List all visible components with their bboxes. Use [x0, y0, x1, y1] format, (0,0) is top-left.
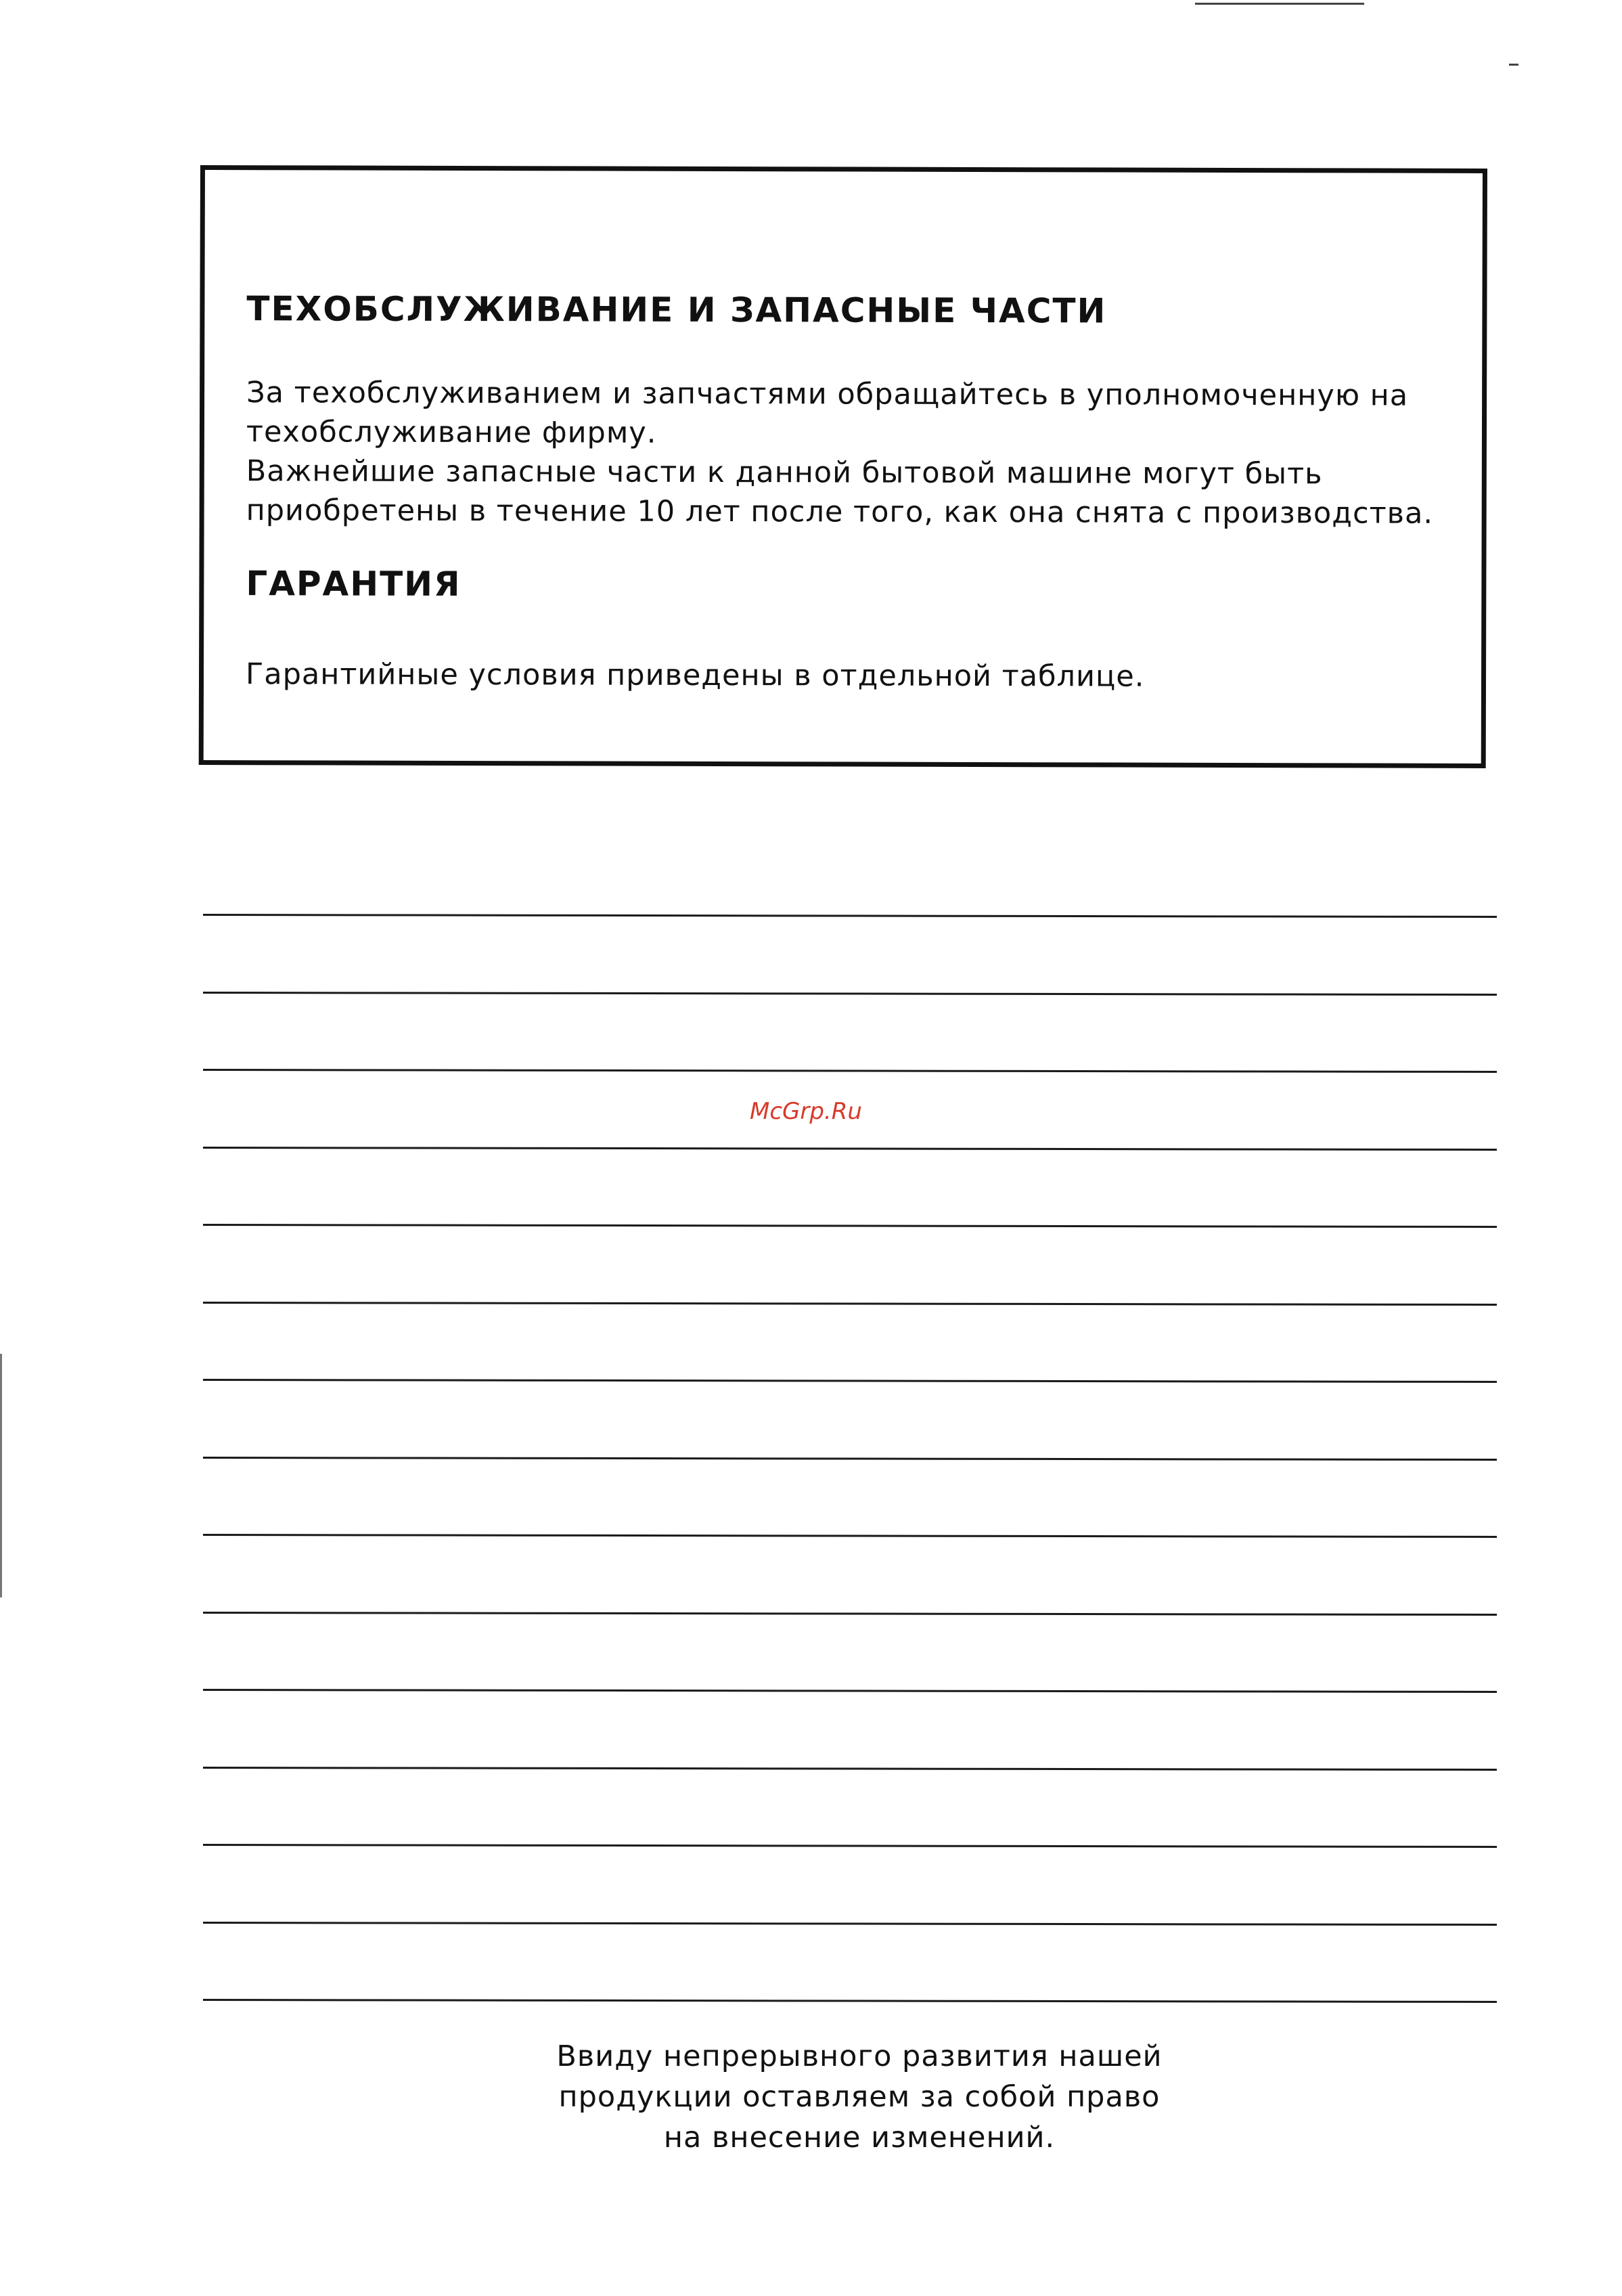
footer-line: продукции оставляем за собой право	[558, 2080, 1161, 2114]
service-heading: ТЕХОБСЛУЖИВАНИЕ И ЗАПАСНЫЕ ЧАСТИ	[246, 289, 1107, 331]
service-warranty-box	[199, 165, 1487, 768]
note-line	[203, 1147, 1497, 1151]
footer-line: на внесение изменений.	[663, 2121, 1056, 2155]
note-line	[203, 1457, 1497, 1461]
note-line	[203, 1534, 1497, 1538]
service-text-line: техобслуживание фирму.	[246, 415, 657, 450]
scan-artifact	[1509, 64, 1518, 66]
note-line	[203, 1844, 1497, 1848]
note-line	[203, 1069, 1497, 1073]
note-line	[203, 1922, 1497, 1926]
service-text-line: Важнейшие запасные части к данной бытовой машине могут быть	[246, 454, 1323, 491]
note-line	[203, 1612, 1497, 1616]
note-line	[203, 1999, 1497, 2003]
footer-line: Ввиду непрерывного развития нашей	[556, 2039, 1163, 2073]
warranty-heading: ГАРАНТИЯ	[246, 564, 461, 604]
note-line	[203, 992, 1497, 996]
footer-note	[474, 2036, 1245, 2158]
warranty-text: Гарантийные условия приведены в отдельной таблице.	[245, 657, 1145, 694]
watermark: McGrp.Ru	[750, 1098, 862, 1125]
service-text-line: приобретены в течение 10 лет после того, как она снята с производства.	[246, 493, 1434, 531]
scan-artifact	[1195, 3, 1364, 5]
note-line	[203, 1689, 1497, 1693]
note-line	[203, 1302, 1497, 1306]
service-text-line: За техобслуживанием и запчастями обращайтесь в уполномоченную на	[246, 376, 1409, 413]
note-line	[203, 1767, 1497, 1771]
notes-ruled-lines	[203, 914, 1497, 2031]
note-line	[203, 914, 1497, 918]
note-line	[203, 1224, 1497, 1228]
service-text	[246, 373, 1465, 533]
scan-artifact	[0, 1354, 2, 1597]
note-line	[203, 1379, 1497, 1383]
